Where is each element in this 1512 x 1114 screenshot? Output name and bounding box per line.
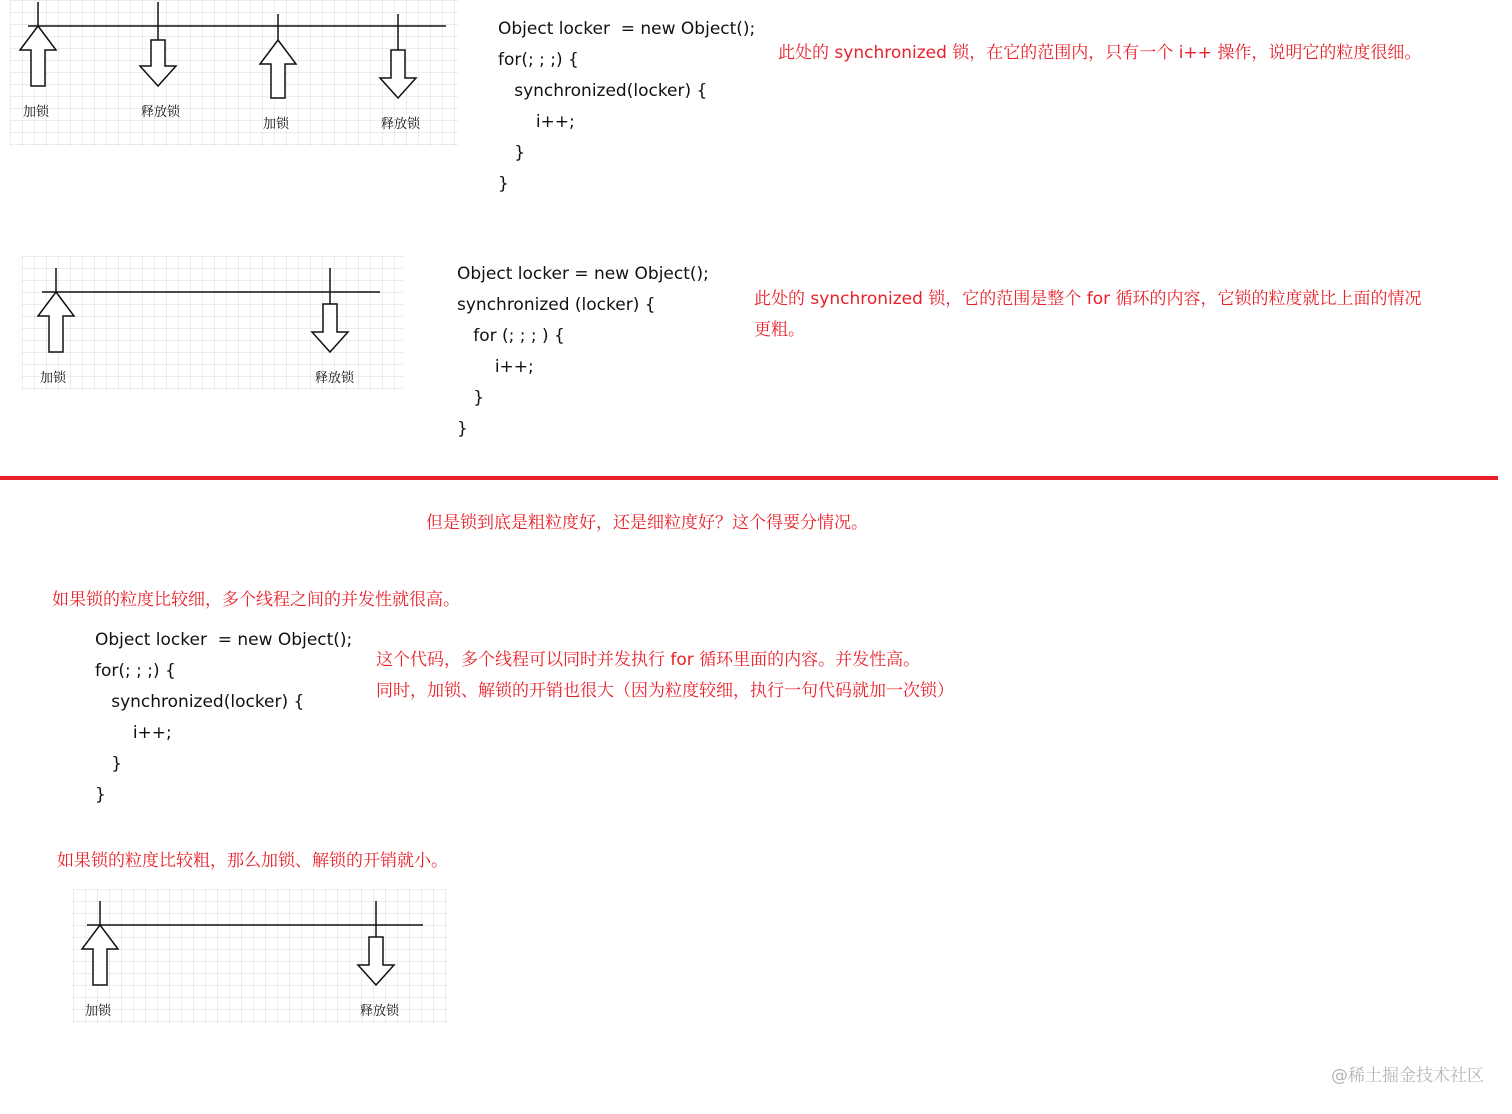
lock-label: 加锁 bbox=[23, 105, 50, 120]
code-line: } bbox=[457, 388, 485, 408]
timeline-diagram-coarse-bottom bbox=[73, 889, 447, 1023]
code-line: for (; ; ; ) { bbox=[457, 326, 565, 346]
unlock-arrow-down-icon bbox=[140, 40, 176, 86]
lock-arrow-up-icon bbox=[38, 292, 74, 352]
code-block-coarse bbox=[457, 259, 709, 445]
unlock-arrow-down-icon bbox=[312, 304, 348, 352]
code-line: Object locker = new Object(); bbox=[457, 264, 709, 284]
timeline-diagram-coarse bbox=[22, 256, 404, 390]
code-line: synchronized(locker) { bbox=[95, 692, 305, 712]
unlock-label: 释放锁 bbox=[381, 117, 421, 132]
note-coarse-line2: 更粗。 bbox=[754, 320, 805, 340]
code-block-fine-repeat bbox=[95, 625, 352, 811]
code-line: } bbox=[95, 754, 123, 774]
unlock-label: 释放锁 bbox=[141, 105, 181, 120]
watermark: @稀土掘金技术社区 bbox=[1331, 1066, 1484, 1086]
note-fine: 此处的 synchronized 锁，在它的范围内，只有一个 i++ 操作，说明它的粒度很细。 bbox=[778, 43, 1422, 63]
lock-label: 加锁 bbox=[263, 117, 290, 132]
code-line: synchronized(locker) { bbox=[498, 81, 708, 101]
code-line: i++; bbox=[457, 357, 534, 377]
code-line: Object locker = new Object(); bbox=[95, 630, 353, 650]
timeline-diagram-fine bbox=[10, 0, 458, 146]
note-coarse-line1: 此处的 synchronized 锁，它的范围是整个 for 循环的内容，它锁的粒度就比上面的情况 bbox=[754, 289, 1422, 309]
note-coarse-overhead: 如果锁的粒度比较粗，那么加锁、解锁的开销就小。 bbox=[57, 851, 448, 871]
unlock-arrow-down-icon bbox=[358, 937, 394, 985]
code-line: } bbox=[95, 785, 106, 805]
code-line: for(; ; ;) { bbox=[95, 661, 176, 681]
unlock-label: 释放锁 bbox=[360, 1004, 400, 1019]
code-line: } bbox=[457, 419, 468, 439]
note-fine-detail-1: 这个代码，多个线程可以同时并发执行 for 循环里面的内容。并发性高。 bbox=[376, 650, 921, 670]
lock-label: 加锁 bbox=[40, 371, 67, 386]
lock-arrow-up-icon bbox=[260, 40, 296, 98]
unlock-arrow-down-icon bbox=[380, 50, 416, 98]
code-line: i++; bbox=[95, 723, 172, 743]
code-line: } bbox=[498, 143, 526, 163]
lock-arrow-up-icon bbox=[82, 925, 118, 985]
code-line: i++; bbox=[498, 112, 575, 132]
note-question: 但是锁到底是粗粒度好，还是细粒度好？这个得要分情况。 bbox=[426, 513, 868, 533]
code-block-fine bbox=[498, 14, 755, 200]
code-line: synchronized (locker) { bbox=[457, 295, 656, 315]
code-line: } bbox=[498, 174, 509, 194]
code-line: Object locker = new Object(); bbox=[498, 19, 756, 39]
unlock-label: 释放锁 bbox=[315, 371, 355, 386]
note-fine-concurrency: 如果锁的粒度比较细，多个线程之间的并发性就很高。 bbox=[52, 590, 460, 610]
section-divider bbox=[0, 476, 1498, 480]
lock-label: 加锁 bbox=[85, 1004, 112, 1019]
code-line: for(; ; ;) { bbox=[498, 50, 579, 70]
note-fine-detail-2: 同时，加锁、解锁的开销也很大（因为粒度较细，执行一句代码就加一次锁） bbox=[376, 681, 954, 701]
lock-arrow-up-icon bbox=[20, 26, 56, 86]
